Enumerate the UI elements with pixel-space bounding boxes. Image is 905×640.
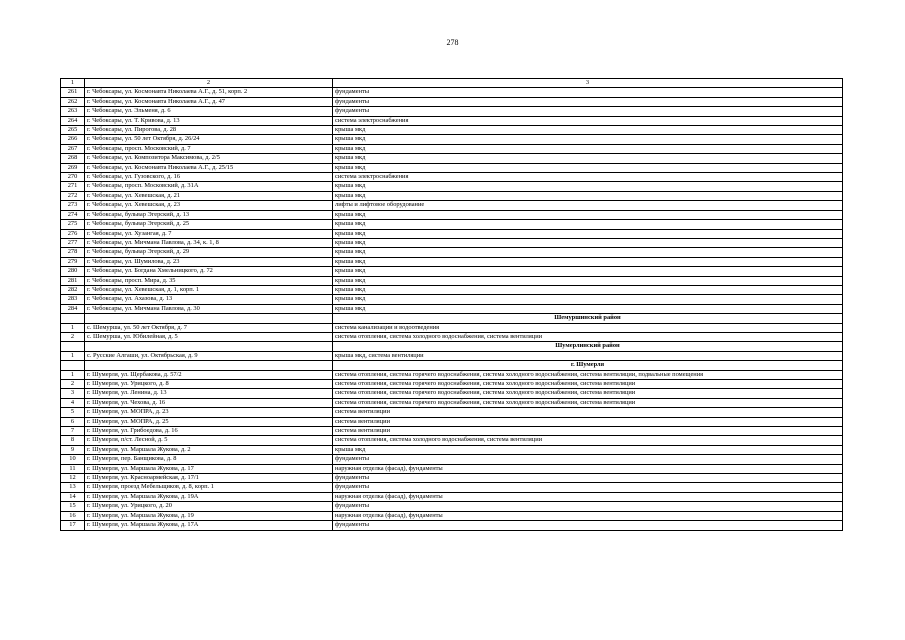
row-work-type: крыша мкд — [333, 191, 843, 200]
row-work-type: система вентиляции — [333, 408, 843, 417]
row-address: г. Чебоксары, ул. Шумилова, д. 23 — [85, 257, 333, 266]
table-row — [61, 408, 843, 417]
table-row — [61, 351, 843, 360]
row-work-type: система отопления, система холодного водоснабжения, система вентиляции — [333, 436, 843, 445]
row-number: 15 — [61, 502, 85, 511]
row-address: г. Шумерля, ул. МОПРА, д. 23 — [85, 408, 333, 417]
row-number: 281 — [61, 276, 85, 285]
row-number: 283 — [61, 295, 85, 304]
row-address: г. Чебоксары, бульвар Эгерский, д. 13 — [85, 210, 333, 219]
row-address: г. Шумерля, ул. Ленина, д. 13 — [85, 389, 333, 398]
row-number: 9 — [61, 445, 85, 454]
row-number: 284 — [61, 304, 85, 313]
row-work-type: крыша мкд — [333, 210, 843, 219]
row-work-type: фундаменты — [333, 455, 843, 464]
section-spacer — [61, 342, 85, 351]
table-row — [61, 295, 843, 304]
row-number: 274 — [61, 210, 85, 219]
row-number: 270 — [61, 173, 85, 182]
row-number: 276 — [61, 229, 85, 238]
row-work-type: фундаменты — [333, 88, 843, 97]
table-row — [61, 107, 843, 116]
table-row — [61, 135, 843, 144]
row-work-type: крыша мкд — [333, 445, 843, 454]
row-number: 12 — [61, 474, 85, 483]
row-address: г. Чебоксары, ул. Пирогова, д. 28 — [85, 126, 333, 135]
row-number: 1 — [61, 323, 85, 332]
column-header: 1 — [61, 79, 85, 88]
row-work-type: система электроснабжения — [333, 173, 843, 182]
table-row — [61, 182, 843, 191]
row-number: 278 — [61, 248, 85, 257]
row-work-type: крыша мкд — [333, 248, 843, 257]
row-address: г. Шумерля, ул. Урицкого, д. 8 — [85, 380, 333, 389]
section-spacer — [85, 314, 333, 323]
row-number: 11 — [61, 464, 85, 473]
row-work-type: лифты и лифтовое оборудование — [333, 201, 843, 210]
row-work-type: крыша мкд — [333, 182, 843, 191]
row-address: г. Чебоксары, бульвар Эгерский, д. 29 — [85, 248, 333, 257]
table-row — [61, 163, 843, 172]
table-row — [61, 370, 843, 379]
row-address: г. Чебоксары, ул. Мичмана Павлова, д. 30 — [85, 304, 333, 313]
row-address: г. Чебоксары, просп. Московский, д. 7 — [85, 144, 333, 153]
row-address: г. Шумерля, ул. Маршала Жукова, д. 2 — [85, 445, 333, 454]
table-row — [61, 144, 843, 153]
row-number: 7 — [61, 427, 85, 436]
row-number: 13 — [61, 483, 85, 492]
table-row — [61, 248, 843, 257]
row-work-type: крыша мкд — [333, 285, 843, 294]
row-number: 271 — [61, 182, 85, 191]
row-work-type: крыша мкд — [333, 238, 843, 247]
row-work-type: система отопления, система холодного водоснабжения, система вентиляции — [333, 332, 843, 341]
row-number: 263 — [61, 107, 85, 116]
row-address: г. Чебоксары, ул. Космонавта Николаева А.Г., д. 47 — [85, 97, 333, 106]
row-work-type: крыша мкд — [333, 295, 843, 304]
row-number: 265 — [61, 126, 85, 135]
row-address: с. Шемурша, ул. 50 лет Октября, д. 7 — [85, 323, 333, 332]
row-work-type: крыша мкд — [333, 144, 843, 153]
table-row — [61, 492, 843, 501]
row-number: 8 — [61, 436, 85, 445]
table-row — [61, 116, 843, 125]
registry-table — [60, 78, 843, 531]
row-number: 10 — [61, 455, 85, 464]
row-address: г. Чебоксары, просп. Мира, д. 35 — [85, 276, 333, 285]
row-work-type: фундаменты — [333, 474, 843, 483]
row-work-type: система вентиляции — [333, 417, 843, 426]
table-row — [61, 304, 843, 313]
row-address: г. Чебоксары, ул. Мичмана Павлова, д. 34, к. 1, 8 — [85, 238, 333, 247]
row-address: г. Шумерля, ул. Маршала Жукова, д. 19А — [85, 492, 333, 501]
table-row — [61, 238, 843, 247]
table-row — [61, 97, 843, 106]
table-row — [61, 154, 843, 163]
table-row — [61, 417, 843, 426]
row-number: 3 — [61, 389, 85, 398]
table-row — [61, 229, 843, 238]
row-number: 275 — [61, 220, 85, 229]
row-number: 264 — [61, 116, 85, 125]
row-work-type: система канализации и водоотведения — [333, 323, 843, 332]
row-number: 280 — [61, 267, 85, 276]
row-number: 272 — [61, 191, 85, 200]
table-row — [61, 474, 843, 483]
row-work-type: система электроснабжения — [333, 116, 843, 125]
row-address: г. Чебоксары, ул. Ахазова, д. 13 — [85, 295, 333, 304]
row-number: 16 — [61, 511, 85, 520]
row-number: 2 — [61, 380, 85, 389]
row-work-type: крыша мкд — [333, 220, 843, 229]
row-address: г. Чебоксары, ул. 50 лет Октября, д. 26/24 — [85, 135, 333, 144]
row-number: 266 — [61, 135, 85, 144]
row-number: 262 — [61, 97, 85, 106]
row-work-type: крыша мкд — [333, 276, 843, 285]
column-header: 2 — [85, 79, 333, 88]
page-number: 278 — [446, 38, 459, 47]
row-address: г. Шумерля, п/ст. Лесной, д. 5 — [85, 436, 333, 445]
column-header: 3 — [333, 79, 843, 88]
row-address: г. Чебоксары, бульвар Эгерский, д. 25 — [85, 220, 333, 229]
row-number: 282 — [61, 285, 85, 294]
row-address: г. Шумерля, ул. Красноармейская, д. 17/1 — [85, 474, 333, 483]
table-row — [61, 445, 843, 454]
row-number: 17 — [61, 521, 85, 530]
row-address: г. Шумерля, ул. Чехова, д. 16 — [85, 398, 333, 407]
row-number: 261 — [61, 88, 85, 97]
row-work-type: система отопления, система горячего водоснабжения, система холодного водоснабжения, система вентиляции, подвальные помещения — [333, 370, 843, 379]
row-number: 269 — [61, 163, 85, 172]
section-spacer — [85, 342, 333, 351]
section-row — [61, 342, 843, 351]
row-address: г. Чебоксары, просп. Московский, д. 31А — [85, 182, 333, 191]
row-address: г. Шумерля, ул. Маршала Жукова, д. 17 — [85, 464, 333, 473]
row-work-type: крыша мкд — [333, 135, 843, 144]
row-address: г. Шумерля, ул. Щербакова, д. 57/2 — [85, 370, 333, 379]
table-row — [61, 332, 843, 341]
row-address: г. Чебоксары, ул. Гузовского, д. 16 — [85, 173, 333, 182]
row-work-type: система отопления, система горячего водоснабжения, система холодного водоснабжения, система вентиляции — [333, 380, 843, 389]
row-work-type: крыша мкд — [333, 257, 843, 266]
table-header-row — [61, 79, 843, 88]
table-row — [61, 483, 843, 492]
row-number: 1 — [61, 370, 85, 379]
table-row — [61, 267, 843, 276]
row-number: 4 — [61, 398, 85, 407]
row-address: г. Шумерля, проезд Мебельщиков, д. 8, корп. 1 — [85, 483, 333, 492]
table-row — [61, 276, 843, 285]
row-number: 273 — [61, 201, 85, 210]
table-row — [61, 285, 843, 294]
row-address: г. Шумерля, ул. Маршала Жукова, д. 17А — [85, 521, 333, 530]
row-number: 2 — [61, 332, 85, 341]
section-spacer — [61, 361, 85, 370]
row-address: г. Шумерля, пер. Банщикова, д. 8 — [85, 455, 333, 464]
section-title: Шумерлинский район — [333, 342, 843, 351]
row-address: г. Чебоксары, ул. Хевешская, д. 1, корп. 1 — [85, 285, 333, 294]
table-row — [61, 380, 843, 389]
table-row — [61, 201, 843, 210]
row-address: г. Шумерля, ул. Грибоедова, д. 16 — [85, 427, 333, 436]
row-address: г. Чебоксары, ул. Космонавта Николаева А.Г., д. 25/15 — [85, 163, 333, 172]
table-row — [61, 220, 843, 229]
table-row — [61, 323, 843, 332]
row-address: г. Чебоксары, ул. Хузангая, д. 7 — [85, 229, 333, 238]
section-title: г. Шумерля — [333, 361, 843, 370]
table-row — [61, 464, 843, 473]
row-address: с. Шемурша, ул. Юбилейная, д. 5 — [85, 332, 333, 341]
row-number: 279 — [61, 257, 85, 266]
row-number: 5 — [61, 408, 85, 417]
row-number: 267 — [61, 144, 85, 153]
row-work-type: фундаменты — [333, 521, 843, 530]
row-work-type: фундаменты — [333, 107, 843, 116]
row-work-type: крыша мкд, система вентиляции — [333, 351, 843, 360]
row-address: г. Шумерля, ул. Маршала Жукова, д. 19 — [85, 511, 333, 520]
row-work-type: наружная отделка (фасад), фундаменты — [333, 492, 843, 501]
row-work-type: фундаменты — [333, 502, 843, 511]
row-work-type: крыша мкд — [333, 154, 843, 163]
row-address: г. Чебоксары, ул. Эльменя, д. 6 — [85, 107, 333, 116]
table-row — [61, 389, 843, 398]
row-work-type: наружная отделка (фасад), фундаменты — [333, 511, 843, 520]
row-work-type: крыша мкд — [333, 267, 843, 276]
row-address: г. Чебоксары, ул. Богдана Хмельницкого, д. 72 — [85, 267, 333, 276]
table-row — [61, 257, 843, 266]
table-row — [61, 521, 843, 530]
row-work-type: крыша мкд — [333, 163, 843, 172]
row-address: с. Русские Алгаши, ул. Октябрьская, д. 9 — [85, 351, 333, 360]
row-work-type: система вентиляции — [333, 427, 843, 436]
section-row — [61, 361, 843, 370]
row-number: 1 — [61, 351, 85, 360]
table-row — [61, 88, 843, 97]
table-body — [61, 79, 843, 531]
table-row — [61, 126, 843, 135]
row-address: г. Шумерля, ул. Урицкого, д. 20 — [85, 502, 333, 511]
row-work-type: крыша мкд — [333, 229, 843, 238]
row-address: г. Чебоксары, ул. Космонавта Николаева А.Г., д. 51, корп. 2 — [85, 88, 333, 97]
row-work-type: крыша мкд — [333, 126, 843, 135]
table-row — [61, 398, 843, 407]
table-row — [61, 210, 843, 219]
table-row — [61, 191, 843, 200]
table-row — [61, 173, 843, 182]
row-work-type: крыша мкд — [333, 304, 843, 313]
row-work-type: наружная отделка (фасад), фундаменты — [333, 464, 843, 473]
row-work-type: система отопления, система горячего водоснабжения, система холодного водоснабжения, система вентиляции — [333, 389, 843, 398]
row-address: г. Чебоксары, ул. Хевешская, д. 21 — [85, 191, 333, 200]
table-row — [61, 436, 843, 445]
row-work-type: фундаменты — [333, 483, 843, 492]
row-address: г. Чебоксары, ул. Хевешская, д. 23 — [85, 201, 333, 210]
section-spacer — [85, 361, 333, 370]
row-address: г. Шумерля, ул. МОПРА, д. 25 — [85, 417, 333, 426]
table-row — [61, 511, 843, 520]
row-work-type: система отопления, система горячего водоснабжения, система холодного водоснабжения, система вентиляции — [333, 398, 843, 407]
table-row — [61, 455, 843, 464]
section-title: Шемуршинский район — [333, 314, 843, 323]
row-address: г. Чебоксары, ул. Композитора Максимова, д. 2/5 — [85, 154, 333, 163]
row-number: 277 — [61, 238, 85, 247]
table-row — [61, 502, 843, 511]
table-row — [61, 427, 843, 436]
row-number: 6 — [61, 417, 85, 426]
section-spacer — [61, 314, 85, 323]
row-address: г. Чебоксары, ул. Т. Кривова, д. 13 — [85, 116, 333, 125]
row-number: 14 — [61, 492, 85, 501]
section-row — [61, 314, 843, 323]
row-work-type: фундаменты — [333, 97, 843, 106]
row-number: 268 — [61, 154, 85, 163]
